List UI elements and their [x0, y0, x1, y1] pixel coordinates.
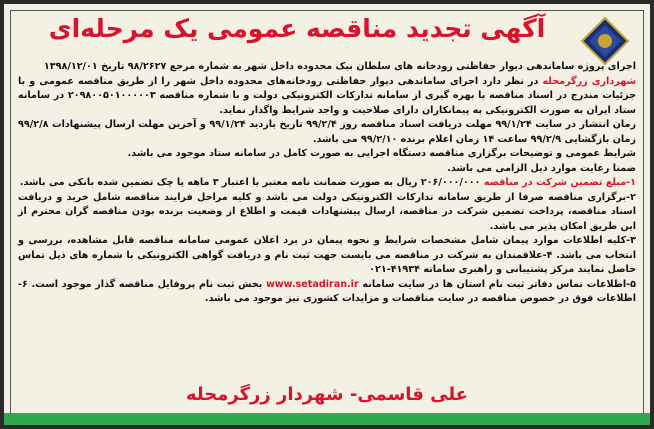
- item-guarantee: [18, 176, 636, 191]
- item-guarantee-text: ۲۰۶/۰۰۰/۰۰۰ ریال به صورت ضمانت نامه معتبر با اعتبار ۳ ماهه یا چک تضمین شده بانکی می باشد.: [19, 177, 484, 188]
- setadiran-link[interactable]: www.setadiran.ir: [265, 278, 359, 290]
- item-contact-tail: بخش ثبت نام پروفایل مناقصه گذار موجود است. ۶-اطلاعات فوق در خصوص مناقصه در سایت مناقصات و مزایدات کشوری نیز موجود می باشد.: [18, 278, 636, 304]
- notice-body: [18, 60, 636, 307]
- paragraph-1: [18, 75, 636, 119]
- paragraph-dates: زمان انتشار در سایت ۹۹/۱/۲۴ مهلت دریافت اسناد مناقصه روز ۹۹/۲/۴ تاریخ بازدید ۹۹/۱/۲۴ و آخرین مهلت ارسال پیشنهادات ۹۹/۲/۸ زمان بازگشایی ۹۹/۲/۹ ساعت ۱۴ زمان اعلام برنده ۹۹/۲/۱۰ می باشد.: [18, 119, 636, 145]
- notice-subtitle: اجرای پروژه ساماندهی دیوار حفاظتی رودخانه های سلطان بیک محدوده داخل شهر به شماره مرجع ۹۸/۲۶۲۷ تاریخ ۱۳۹۸/۱۲/۰۱: [43, 61, 636, 72]
- bottom-strip: [4, 413, 650, 425]
- item-guarantee-label: ۱-مبلغ تضمین شرکت در مناقصه: [483, 177, 636, 188]
- item-procedure: ۲-برگزاری مناقصه صرفا از طریق سامانه تدارکات الکترونیکی دولت می باشد و کلیه مراحل فرایند مناقصه شامل خرید و دریافت اسناد مناقصه، پرداخت تضمین شرکت در مناقصه، ارسال پیشنهادات قیمت و اطلاع از وضعیت برنده بودن مناقصه گران محترم از این طریق امکان پذیر می باشد.: [18, 191, 636, 232]
- notice-title: آگهی تجدید مناقصه عمومی یک مرحله‌ای: [48, 14, 546, 43]
- paragraph-conditions: شرایط عمومی و توضیحات برگزاری مناقصه دستگاه اجرایی به صورت کامل در سامانه ستاد موجود می باشد.: [127, 148, 636, 159]
- item-contract-info: ۳-کلیه اطلاعات موارد پیمان شامل مشخصات شرایط و نحوه پیمان در برد اعلان عمومی سامانه مناقصه قابل مشاهده، بررسی و انتخاب می باشد. ۴-علاقمندان به شرکت در مناقصه می بایست جهت ثبت نام و دریافت گواهی الکترونیکی با شماره های ذیل تماس حاصل نمایند مرکز پشتیبانی و راهبری سامانه ۴۱۹۳۴-۰۲۱: [18, 235, 636, 275]
- item-contact: [18, 278, 636, 307]
- municipality-logo-icon: [580, 16, 630, 66]
- item-contact-text: ۵-اطلاعات تماس دفاتر ثبت نام استان ها در سایت سامانه: [358, 278, 636, 290]
- paragraph-requirements: ضمنا رعایت موارد ذیل الزامی می باشد.: [447, 162, 636, 174]
- organization-name: شهرداری زرگرمحله: [542, 75, 636, 87]
- signature: علی قاسمی- شهردار زرگرمحله: [186, 384, 468, 405]
- paragraph-1-text: در نظر دارد اجرای ساماندهی دیوار حفاظتی رودخانه‌های محدوده داخل شهر را از طریق مناقصه عمومی و با جزئیات مندرج در اسناد مناقصه با بهره گیری از سامانه تدارکات الکترونیکی دولت و با شماره مناقصه ۲۰۹۸۰۰۵۰۱۰۰۰۰۰۳ در سامانه ستاد ایران به صورت الکترونیکی به پیمانکاران دارای صلاحیت و واجد شرایط واگذار نماید.: [18, 75, 636, 116]
